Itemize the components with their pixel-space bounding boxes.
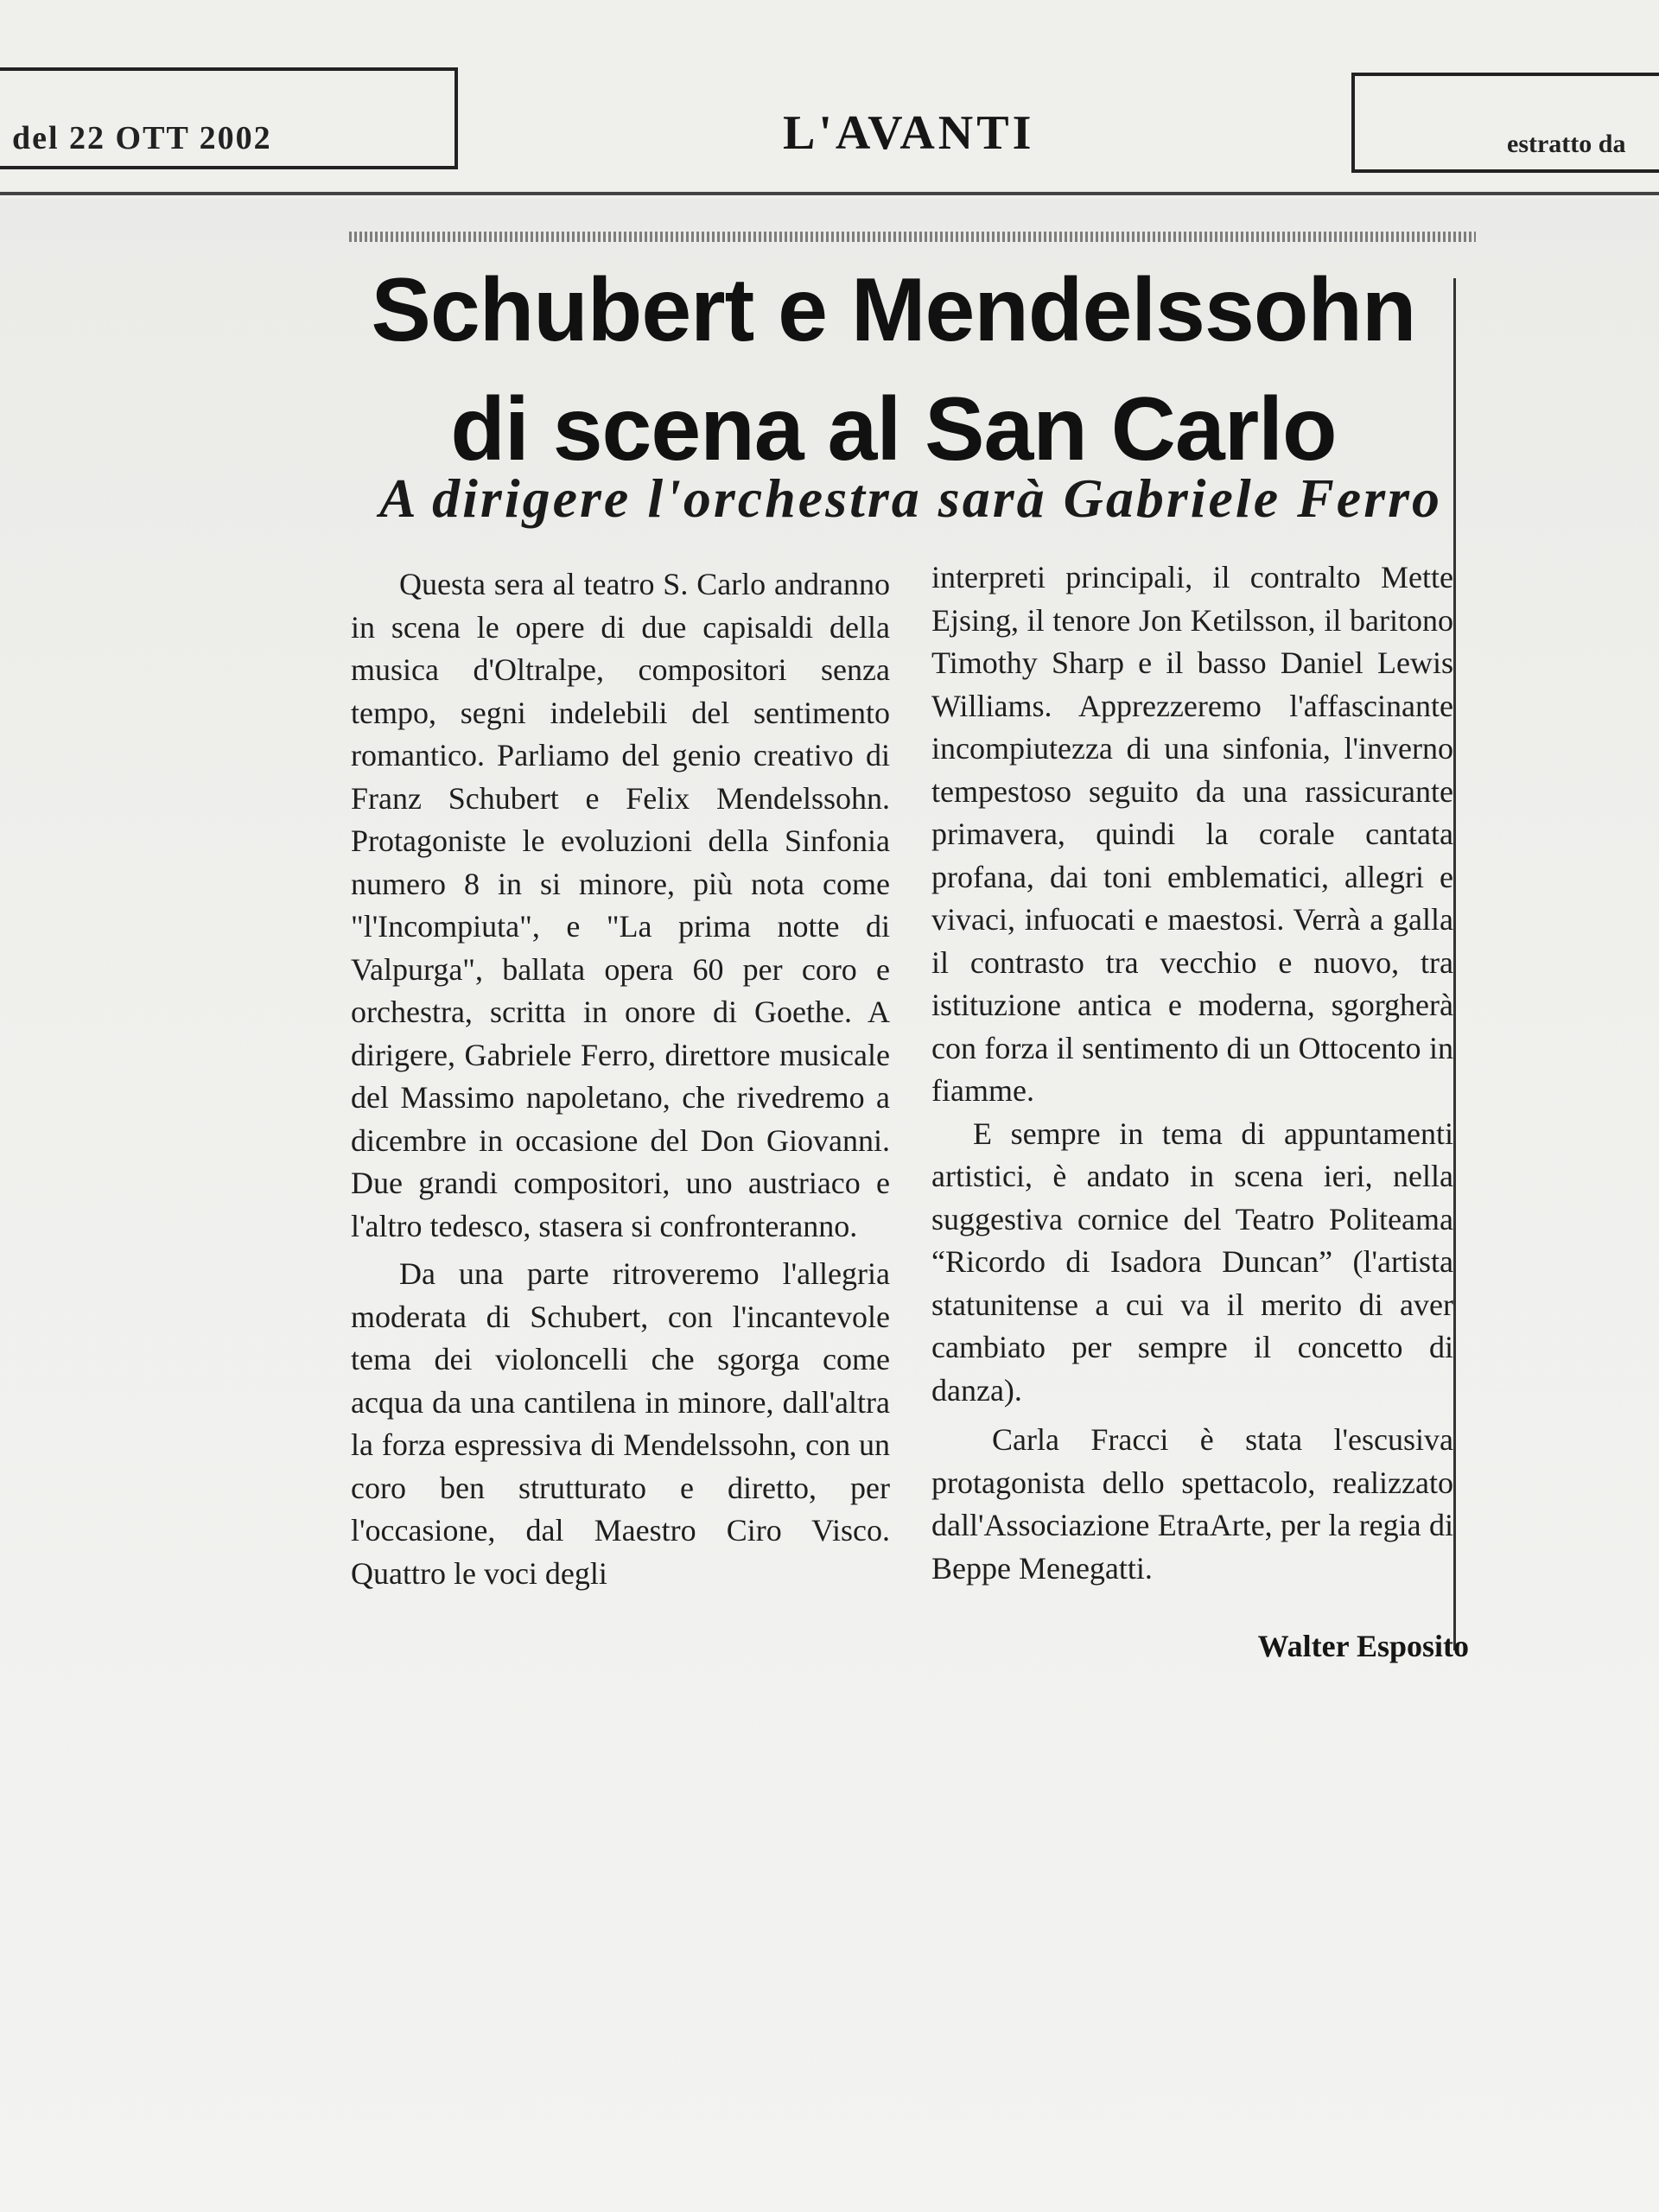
extract-label: estratto da — [1507, 130, 1626, 158]
headline-line-1: Schubert e Mendelssohn — [371, 260, 1416, 360]
paragraph: E sempre in tema di appuntamenti artistici, è andato in scena ieri, nella suggestiva cornice del Teatro Politeama “Ricordo di Isadora Duncan” (l'artista statunitense a cui va il merito di aver cambiato per sempre il concetto di danza). — [931, 1116, 1453, 1408]
article-top-rule — [349, 232, 1476, 242]
article-byline: Walter Esposito — [1257, 1629, 1469, 1663]
masthead-rule — [0, 192, 1659, 195]
paragraph: Questa sera al teatro S. Carlo andranno in scena le opere di due capisaldi della musica d'Oltralpe, compositori senza tempo, segni indelebili del sentimento romantico. Parliamo del genio creativo di Franz Schubert e Felix Mendelssohn. Protagoniste le evoluzioni della Sinfonia numero 8 in si minore, più nota come "l'Incompiuta", e "La prima notte di Valpurga", ballata opera 60 per coro e orchestra, scritta in onore di Goethe. A dirigere, Gabriele Ferro, direttore musicale del Massimo napoletano, che rivedremo a dicembre in occasione del Don Giovanni. Due grandi compositori, uno austriaco e l'altro tedesco, stasera si confronteranno. — [351, 567, 890, 1243]
article-column-1 — [351, 563, 890, 1595]
paragraph: interpreti principali, il contralto Mette Ejsing, il tenore Jon Ketilsson, il baritono Timothy Sharp e il basso Daniel Lewis Williams. Apprezzeremo l'affascinante incompiutezza di una sinfonia, l'inverno tempestoso seguito da una rassicurante primavera, quindi la corale cantata profana, dai toni emblematici, allegri e vivaci, infuocati e maestosi. Verrà a galla il contrasto tra vecchio e nuovo, tra istituzione antica e moderna, sgorgherà con forza il sentimento di un Ottocento in fiamme. — [931, 560, 1453, 1108]
article-headline — [349, 251, 1438, 489]
publication-date: del 22 OTT 2002 — [12, 120, 272, 156]
paragraph: Da una parte ritroveremo l'allegria moderata di Schubert, con l'incantevole tema dei violoncelli che sgorga come acqua da una cantilena in minore, dall'altra la forza espressiva di Mendelssohn, con un coro ben strutturato e diretto, per l'occasione, dal Maestro Ciro Visco. Quattro le voci degli — [351, 1256, 890, 1591]
article-subheadline: A dirigere l'orchestra sarà Gabriele Ferro — [378, 467, 1443, 529]
headline-line-2: di scena al San Carlo — [450, 379, 1337, 480]
article-column-2 — [931, 556, 1453, 1590]
paragraph: Carla Fracci è stata l'escusiva protagonista dello spettacolo, realizzato dall'Associazione EtraArte, per la regia di Beppe Menegatti. — [931, 1422, 1453, 1586]
newspaper-name: L'AVANTI — [783, 106, 1035, 160]
